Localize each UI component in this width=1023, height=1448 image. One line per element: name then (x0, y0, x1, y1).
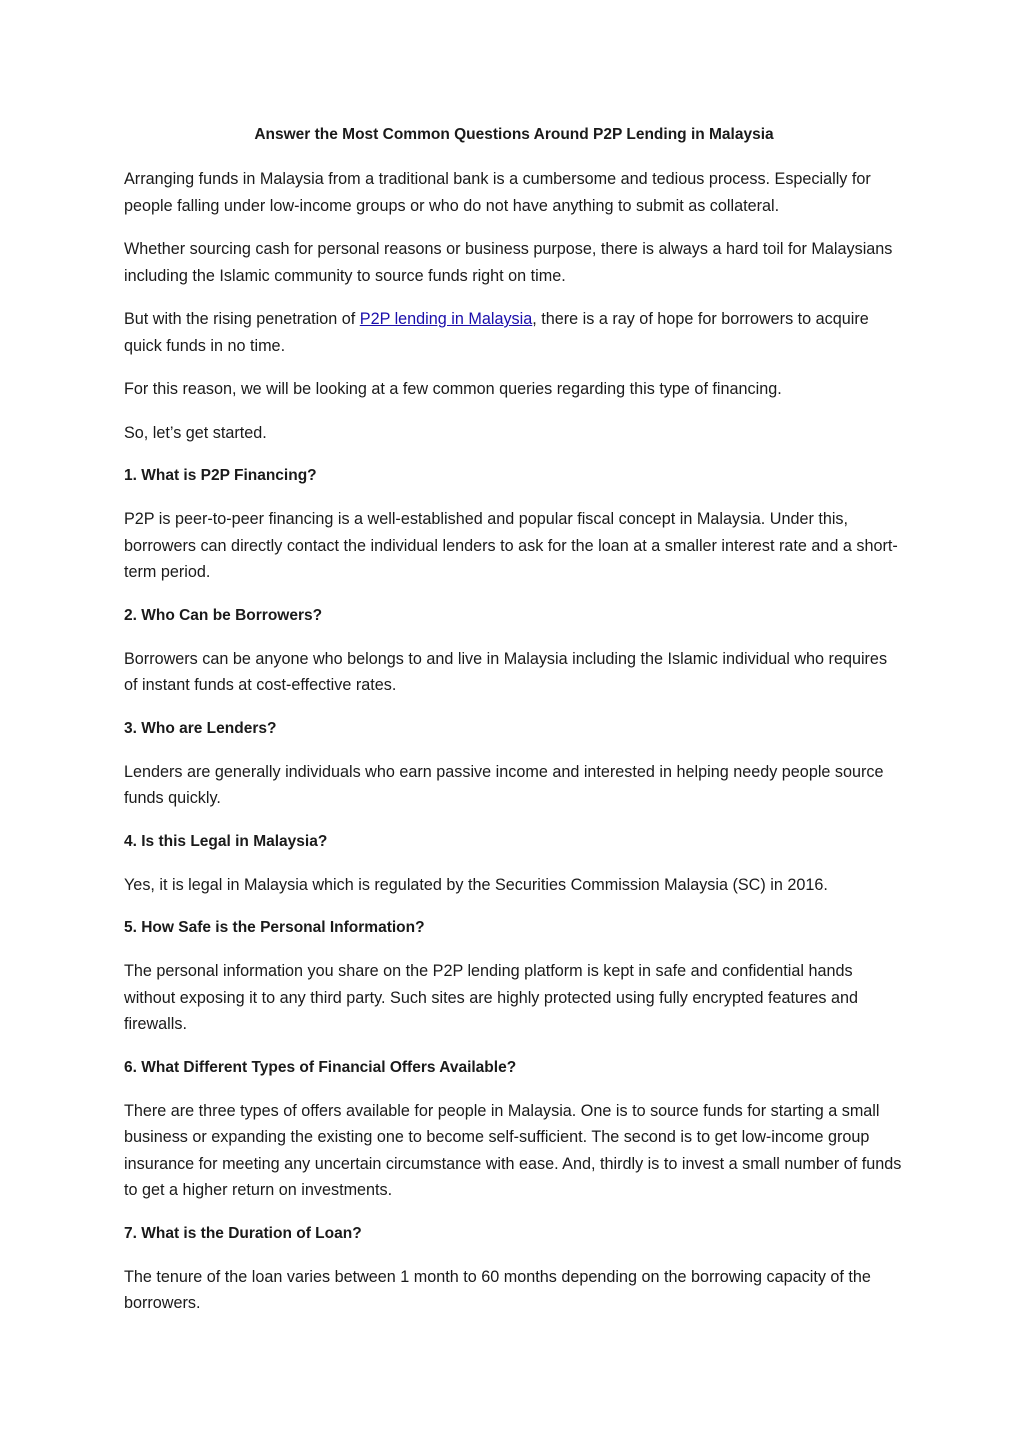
section-body-5: The personal information you share on the P2P lending platform is kept in safe and confidential hands without exposing it to any third party. Such sites are highly protected using fully encrypted features and firewalls. (124, 962, 858, 1033)
section-body-6: There are three types of offers available for people in Malaysia. One is to source funds for starting a small business or expanding the existing one to become self-sufficient. The second is to get low-income group insurance for meeting any uncertain circumstance with ease. And, thirdly is to invest a small number of funds to get a higher return on investments. (124, 1101, 902, 1199)
section-heading-2: 2. Who Can be Borrowers? (124, 606, 323, 624)
link-paragraph (124, 306, 904, 359)
section-heading-4: 4. Is this Legal in Malaysia? (124, 832, 328, 850)
section-body-3: Lenders are generally individuals who earn passive income and interested in helping needy people source funds quickly. (124, 762, 884, 807)
section-heading-6: 6. What Different Types of Financial Offers Available? (124, 1058, 517, 1076)
section-body-4: Yes, it is legal in Malaysia which is regulated by the Securities Commission Malaysia (SC) in 2016. (124, 875, 828, 894)
section-body-2: Borrowers can be anyone who belongs to and live in Malaysia including the Islamic individual who requires of instant funds at cost-effective rates. (124, 649, 888, 694)
section-heading-7: 7. What is the Duration of Loan? (124, 1224, 362, 1242)
intro-paragraph-3: For this reason, we will be looking at a few common queries regarding this type of financing. (124, 380, 782, 398)
intro-paragraph-2: Whether sourcing cash for personal reasons or business purpose, there is always a hard toil for Malaysians including the Islamic community to source funds right on time. (124, 240, 893, 285)
link-paragraph-after: , there is a ray of hope for borrowers to acquire quick funds in no time. (124, 310, 869, 355)
section-heading-1: 1. What is P2P Financing? (124, 467, 317, 484)
section-heading-3: 3. Who are Lenders? (124, 719, 277, 737)
intro-paragraph-1: Arranging funds in Malaysia from a traditional bank is a cumbersome and tedious process. Especially for people falling under low-income groups or who do not have anything to submit as collateral. (124, 170, 871, 215)
link-paragraph-before: But with the rising penetration of (124, 310, 360, 328)
page-title: Answer the Most Common Questions Around P2P Lending in Malaysia (254, 126, 774, 143)
section-body-1: P2P is peer-to-peer financing is a well-established and popular fiscal concept in Malaysia. Under this, borrowers can directly contact the individual lenders to ask for the loan at a smaller interest rate and a short-term period. (124, 510, 898, 581)
section-heading-5: 5. How Safe is the Personal Information? (124, 919, 425, 936)
document-page (124, 122, 904, 1334)
p2p-lending-link[interactable]: P2P lending in Malaysia (359, 310, 533, 328)
section-body-7: The tenure of the loan varies between 1 month to 60 months depending on the borrowing capacity of the borrowers. (124, 1267, 871, 1312)
intro-paragraph-4: So, let’s get started. (124, 423, 267, 442)
